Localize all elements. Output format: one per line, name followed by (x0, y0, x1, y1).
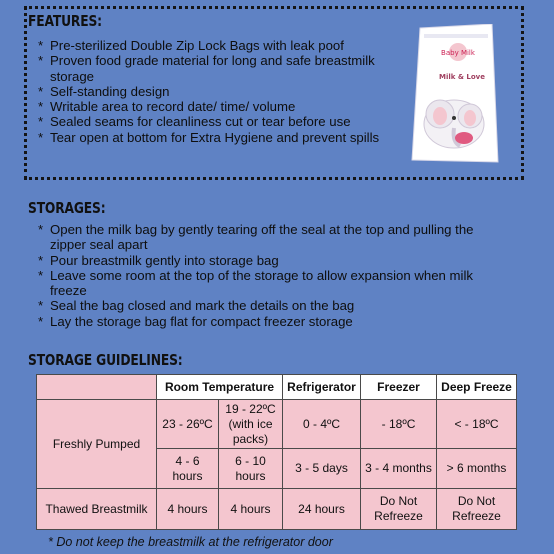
bullet-star-icon: * (38, 298, 44, 314)
table-cell: 4 - 6 hours (157, 448, 219, 489)
list-item (38, 268, 508, 299)
table-cell: 0 - 4ºC (283, 400, 361, 449)
list-item (38, 114, 408, 129)
list-item (38, 99, 408, 114)
bullet-star-icon: * (38, 313, 44, 329)
table-header-row (37, 375, 517, 400)
list-item-text: Open the milk bag by gently tearing off the seal at the top and pulling the zipper seal apart (50, 222, 474, 253)
row-label-freshly-pumped: Freshly Pumped (37, 400, 157, 489)
list-item (38, 38, 408, 53)
bullet-star-icon: * (38, 38, 44, 53)
table-cell: 24 hours (283, 489, 361, 530)
bullet-star-icon: * (38, 222, 44, 237)
table-cell: < - 18ºC (437, 400, 517, 449)
list-item-text: Pour breastmilk gently into storage bag (50, 252, 279, 268)
list-item-text: Tear open at bottom for Extra Hygiene and prevent spills (50, 129, 380, 145)
bullet-star-icon: * (38, 252, 44, 268)
table-cell: 4 hours (219, 489, 283, 530)
table-cell: 23 - 26ºC (157, 400, 219, 449)
table-cell: > 6 months (437, 448, 517, 489)
list-item (38, 222, 508, 253)
bullet-star-icon: * (38, 114, 44, 130)
list-item-text: Leave some room at the top of the storage to allow expansion when milk freeze (50, 267, 473, 299)
table-cell: - 18ºC (361, 400, 437, 449)
col-header-room-temp: Room Temperature (157, 375, 283, 400)
product-image (410, 24, 502, 164)
list-item (38, 53, 408, 84)
table-cell: 19 - 22ºC (with ice packs) (219, 400, 283, 449)
milk-bag-illustration (410, 24, 502, 164)
list-item-text: Seal the bag closed and mark the details on the bag (50, 298, 355, 314)
col-header-refrigerator: Refrigerator (283, 375, 361, 400)
features-list (38, 38, 408, 145)
list-item-text: Lay the storage bag flat for compact freezer storage (50, 313, 353, 329)
list-item (38, 84, 408, 99)
table-cell: 3 - 4 months (361, 448, 437, 489)
bullet-star-icon: * (38, 129, 44, 145)
storages-heading: STORAGES: (28, 199, 106, 217)
footnote: * Do not keep the breastmilk at the refrigerator door (48, 535, 333, 549)
table-cell: 6 - 10 hours (219, 448, 283, 489)
table-row (37, 489, 517, 530)
list-item-text: Self-standing design (50, 83, 170, 99)
col-header-deep-freeze: Deep Freeze (437, 375, 517, 400)
col-header-freezer: Freezer (361, 375, 437, 400)
storages-list (38, 222, 508, 329)
list-item (38, 253, 508, 268)
bullet-star-icon: * (38, 267, 44, 283)
table-cell: 3 - 5 days (283, 448, 361, 489)
table-cell: Do Not Refreeze (437, 489, 517, 530)
features-heading: FEATURES: (28, 12, 102, 30)
bullet-star-icon: * (38, 53, 44, 69)
bullet-star-icon: * (38, 99, 44, 115)
storage-guidelines-table (36, 374, 517, 530)
table-corner-cell (37, 375, 157, 400)
list-item-text: Sealed seams for cleanliness cut or tear before use (50, 114, 351, 130)
product-title: Milk & Love (439, 73, 485, 81)
list-item-text: Pre-sterilized Double Zip Lock Bags with leak poof (50, 38, 344, 53)
product-brand: Baby Milk (441, 49, 475, 57)
guidelines-heading: STORAGE GUIDELINES: (28, 351, 183, 369)
bullet-star-icon: * (38, 83, 44, 99)
list-item (38, 298, 508, 313)
row-label-thawed-breastmilk: Thawed Breastmilk (37, 489, 157, 530)
table-row (37, 400, 517, 449)
list-item (38, 314, 508, 329)
list-item-text: Writable area to record date/ time/ volume (50, 99, 296, 115)
list-item-text: Proven food grade material for long and safe breastmilk storage (50, 53, 375, 84)
list-item (38, 130, 408, 145)
table-cell: Do Not Refreeze (361, 489, 437, 530)
table-cell: 4 hours (157, 489, 219, 530)
